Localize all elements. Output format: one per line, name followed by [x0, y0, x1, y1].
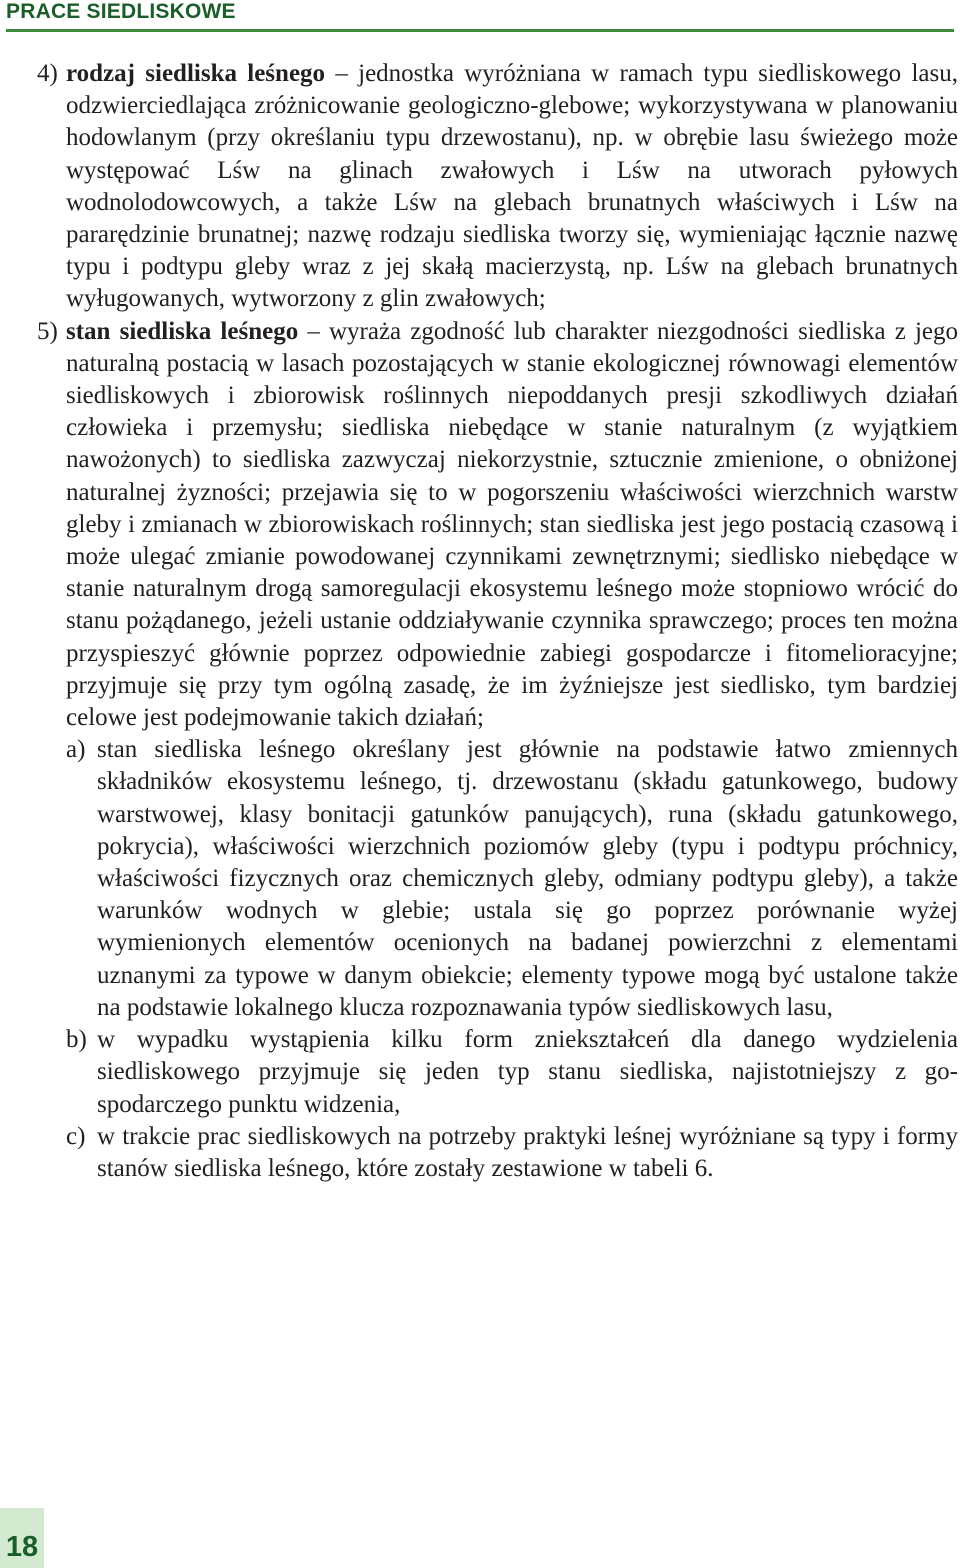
definition-item-5	[37, 316, 958, 735]
page-number: 18	[5, 1531, 39, 1563]
definition-text: – wyraża zgodność lub charakter niezgodności siedliska z jego naturalną postacią w lasach pozostających w stanie ekologicznej równowagi elementów siedliskowych i zbiorowisk roślinnych niepoddanych presji szkodliwych działań człowieka i przemysłu; siedliska niebędące w stanie naturalnym (z wyjątkiem nawożonych) to siedliska zazwyczaj niekorzystnie, sztucznie zmienione, o obniżonej naturalnej żyzności; przejawia się to w pogorszeniu właściwości wierzchnich warstw gleby i zmianach w zbiorowiskach roślinnych; stan siedliska jest jego postacią czasową i może ulegać zmianie powodowanej czynnikami zewnętrznymi; siedlisko niebędące w stanie naturalnym drogą samoregulacji ekosystemu leśnego może stopniowo wrócić do stanu pożądanego, jeżeli ustanie oddziaływanie czynnika sprawczego; proces ten można przyspieszyć głównie poprzez odpowiednie zabiegi gospodarcze i fitomelioracyjne; przyjmuje się przy tym ogólną zasadę, że im żyźniejsze jest siedlisko, tym bardziej celowe jest podejmowanie takich działań;	[66, 317, 958, 732]
item-number: 4)	[37, 60, 58, 87]
definition-text: – jednostka wyróżniana w ramach typu siedliskowego lasu, odzwierciedlająca zróżnicowanie geologiczno-glebowe; wykorzystywana w planowaniu hodowlanym (przy określaniu typu drzewostanu), np. w obrębie lasu świeżego może występować Lśw na glinach zwałowych i Lśw na utworach pyłowych wodnolodowcowych, a także Lśw na glebach brunatnych właściwych i Lśw na pararędzinie brunatnej; nazwę rodzaju siedliska tworzy się, wymieniając łącznie nazwę typu i podtypu gleby wraz z jej skałą macierzystą, np. Lśw na glebach brunatnych wyługowanych, wytworzony z glin zwałowych;	[66, 60, 958, 313]
item-number: 5)	[37, 317, 58, 345]
running-header	[6, 0, 956, 32]
page-number-tab	[0, 1508, 44, 1568]
sub-item-a	[37, 734, 958, 1024]
sub-item-b	[37, 1024, 958, 1121]
body-text	[37, 58, 958, 1185]
sub-item-text: w wypadku wystąpienia kilku form zniekształceń dla danego wydzielenia siedliskowego przyjmuje się jeden typ stanu siedliska, najistotniejszy z gospodarczego punktu widzenia,	[97, 1026, 958, 1118]
defined-term: stan siedliska leśnego	[66, 317, 299, 345]
sub-item-letter: b)	[66, 1026, 87, 1054]
running-header-title: PRACE SIEDLISKOWE	[6, 0, 236, 23]
sub-item-letter: c)	[66, 1122, 86, 1150]
header-divider	[6, 29, 954, 32]
sub-item-text: stan siedliska leśnego określany jest głównie na podstawie łatwo zmiennych składników ekosystemu leśnego, tj. drzewostanu (składu gatunkowego, budowy warstwowej, klasy bonitacji gatunków panujących), runa (składu gatunkowego, pokrycia), właściwości wierzchnich poziomów gleby (typu i podtypu próchnicy, właściwości fizycznych oraz chemicznych gleby, odmiany podtypu gleby), a także warunków wodnych w glebie; ustala się go poprzez porównanie wyżej wymienionych elementów ocenionych na badanej powierzchni z elementami uznanymi za typowe w danym obiekcie; elementy typowe mogą być ustalone także na podstawie lokalnego klucza rozpoznawania typów siedliskowych lasu,	[97, 736, 958, 1021]
sub-item-letter: a)	[66, 736, 86, 764]
sub-item-text: w trakcie prac siedliskowych na potrzeby praktyki leśnej wyróżniane są typy i formy stanów siedliska leśnego, które zostały zestawione w tabeli 6.	[97, 1122, 958, 1182]
sub-item-c	[37, 1121, 958, 1185]
definition-item-4	[37, 58, 958, 316]
defined-term: rodzaj siedliska leśnego	[66, 60, 326, 87]
sub-list	[37, 734, 958, 1185]
